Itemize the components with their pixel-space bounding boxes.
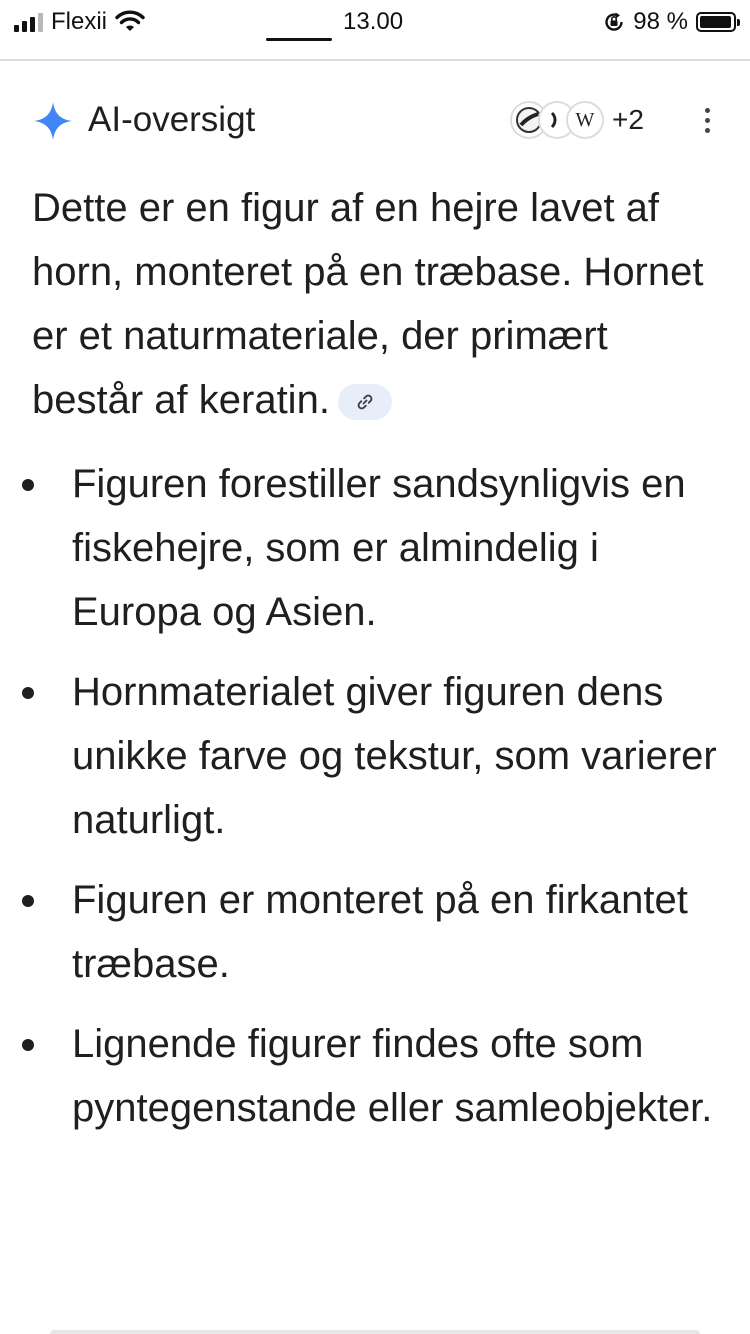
list-item: [0, 452, 750, 644]
source-link-chip[interactable]: [338, 384, 392, 420]
status-left: [14, 8, 145, 36]
more-options-icon[interactable]: [692, 96, 722, 144]
status-right: [603, 8, 736, 36]
clock: 13.00: [343, 8, 404, 35]
list-item: [0, 868, 750, 996]
bullet-dot: [22, 479, 34, 491]
battery-percent: 98 %: [633, 8, 688, 35]
list-item: [0, 1012, 750, 1140]
bullet-dot: [22, 895, 34, 907]
summary-text: Dette er en figur af en hejre lavet af horn, monteret på en træbase. Hornet er et naturmateriale, der primært består af keratin.: [32, 186, 704, 422]
wifi-icon: [115, 10, 145, 34]
source-favicon-wikipedia[interactable]: [566, 101, 604, 139]
link-icon: [355, 392, 375, 412]
status-bar: [0, 0, 750, 60]
source-chips[interactable]: [510, 98, 644, 142]
bullet-dot: [22, 1039, 34, 1051]
ai-bullet-list: [0, 452, 750, 1156]
bullet-text: Figuren er monteret på en firkantet træbase.: [72, 878, 688, 986]
sparkle-icon: [32, 100, 74, 142]
bullet-text: Hornmaterialet giver figuren dens unikke farve og tekstur, som varierer naturligt.: [72, 670, 717, 842]
ai-overview-header: [32, 96, 722, 144]
header-divider: [0, 59, 750, 61]
wikipedia-glyph: W: [575, 108, 595, 131]
home-indicator: [266, 38, 332, 41]
signal-icon: [14, 12, 43, 32]
bullet-text: Figuren forestiller sandsynligvis en fiskehejre, som er almindelig i Europa og Asien.: [72, 462, 686, 634]
ai-summary-paragraph: [32, 176, 722, 432]
carrier-label: Flexii: [51, 8, 108, 35]
list-item: [0, 660, 750, 852]
ai-overview-title: AI-oversigt: [88, 100, 256, 139]
battery-icon: [696, 12, 736, 32]
orientation-lock-icon: [603, 11, 625, 33]
bottom-sheet-edge: [50, 1330, 700, 1334]
bullet-text: Lignende figurer findes ofte som pyntegenstande eller samleobjekter.: [72, 1022, 713, 1130]
bullet-dot: [22, 687, 34, 699]
more-sources-count[interactable]: +2: [612, 104, 644, 135]
